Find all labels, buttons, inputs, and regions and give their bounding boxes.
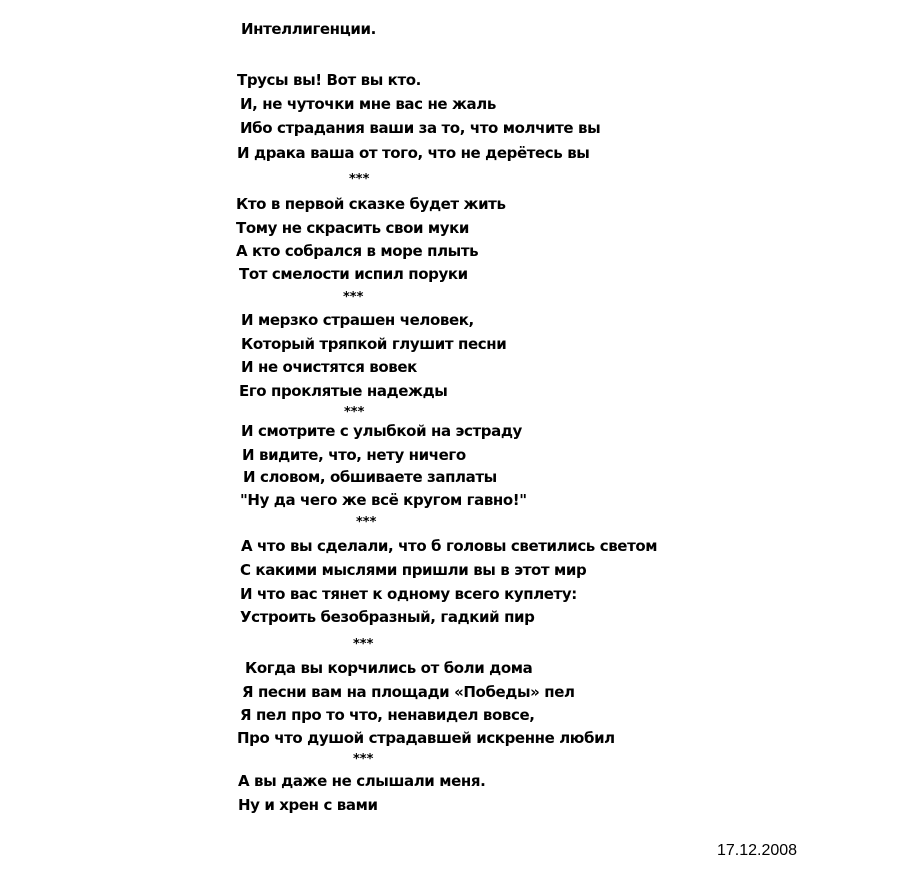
poem-line: А что вы сделали, что б головы светились светом xyxy=(241,537,658,555)
poem-line: Кто в первой сказке будет жить xyxy=(236,195,506,213)
poem-line: А кто собрался в море плыть xyxy=(236,242,479,260)
poem-line: Ибо страдания ваши за то, что молчите вы xyxy=(240,119,601,137)
poem-line: И что вас тянет к одному всего куплету: xyxy=(240,585,577,603)
poem-line: Я пел про то что, ненавидел вовсе, xyxy=(240,706,535,724)
poem-title: Интеллигенции. xyxy=(241,20,376,38)
poem-line: Когда вы корчились от боли дома xyxy=(245,659,533,677)
poem-line: И мерзко страшен человек, xyxy=(241,311,474,329)
poem-line: Ну и хрен с вами xyxy=(238,796,378,814)
poem-line: Про что душой страдавшей искренне любил xyxy=(237,729,615,747)
poem-line: И драка ваша от того, что не дерётесь вы xyxy=(237,144,590,162)
poem-date: 17.12.2008 xyxy=(717,842,798,859)
poem-line: Его проклятые надежды xyxy=(239,382,448,400)
stanza-separator: *** xyxy=(353,637,374,652)
stanza-separator: *** xyxy=(356,515,377,530)
stanza-separator: *** xyxy=(344,405,365,420)
poem-line: Который тряпкой глушит песни xyxy=(241,335,507,353)
poem-line: А вы даже не слышали меня. xyxy=(238,772,486,790)
poem-line: "Ну да чего же всё кругом гавно!" xyxy=(240,491,527,509)
poem-line: Тот смелости испил поруки xyxy=(239,265,468,283)
poem-line: Я песни вам на площади «Победы» пел xyxy=(242,683,575,701)
poem-line: И смотрите с улыбкой на эстраду xyxy=(241,422,522,440)
poem-line: И видите, что, нету ничего xyxy=(242,446,466,464)
poem-line: И словом, обшиваете заплаты xyxy=(243,468,497,486)
stanza-separator: *** xyxy=(343,290,364,305)
poem-line: Тому не скрасить свои муки xyxy=(236,219,470,237)
poem-line: И не очистятся вовек xyxy=(241,358,417,376)
stanza-separator: *** xyxy=(353,752,374,767)
poem-line: С какими мыслями пришли вы в этот мир xyxy=(240,561,587,579)
poem-line: Трусы вы! Вот вы кто. xyxy=(237,71,421,89)
stanza-separator: *** xyxy=(349,172,370,187)
poem-line: И, не чуточки мне вас не жаль xyxy=(240,95,496,113)
poem-line: Устроить безобразный, гадкий пир xyxy=(240,608,535,626)
